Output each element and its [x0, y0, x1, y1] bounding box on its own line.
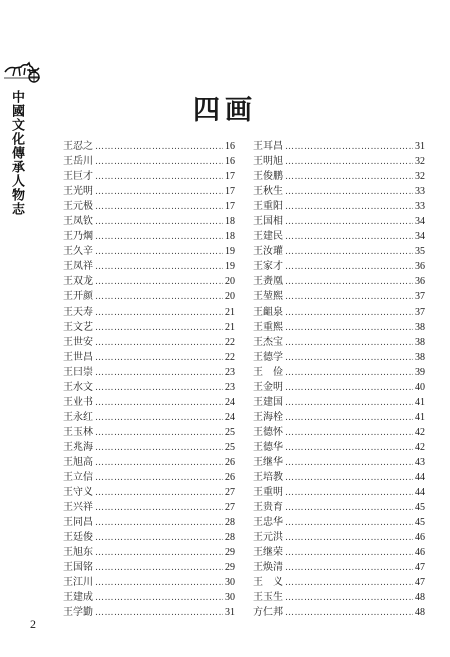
toc-leader-dots — [285, 155, 413, 170]
toc-entry — [63, 365, 235, 380]
toc-leader-dots — [95, 185, 223, 200]
toc-entry-name: 王文艺 — [63, 321, 93, 333]
toc-entry-page: 24 — [225, 411, 235, 423]
toc-entry-page: 34 — [415, 216, 425, 228]
toc-entry — [253, 530, 425, 545]
toc-entry — [63, 289, 235, 304]
toc-entry-page: 26 — [225, 472, 235, 484]
toc-entry-name: 王培教 — [253, 472, 283, 484]
toc-leader-dots — [95, 275, 223, 290]
toc-entry — [63, 154, 235, 169]
toc-entry-name: 王天寿 — [63, 306, 93, 318]
toc-entry — [253, 380, 425, 395]
toc-entry-page: 45 — [415, 517, 425, 529]
toc-entry-name: 王家才 — [253, 261, 283, 273]
toc-entry-page: 38 — [415, 336, 425, 348]
toc-entry-page: 32 — [415, 156, 425, 168]
toc-entry — [63, 545, 235, 560]
toc-entry-name: 王秋生 — [253, 186, 283, 198]
toc-entry-name: 王兴祥 — [63, 502, 93, 514]
toc-entry — [253, 605, 425, 620]
toc-leader-dots — [95, 501, 223, 516]
toc-entry-page: 23 — [225, 366, 235, 378]
toc-entry-page: 38 — [415, 351, 425, 363]
toc-entry-page: 31 — [225, 607, 235, 619]
toc-leader-dots — [95, 471, 223, 486]
toc-entry-page: 37 — [415, 306, 425, 318]
toc-entry — [63, 575, 235, 590]
toc-entry-page: 39 — [415, 366, 425, 378]
toc-entry-page: 36 — [415, 276, 425, 288]
toc-entry — [63, 320, 235, 335]
toc-entry-page: 40 — [415, 381, 425, 393]
toc-leader-dots — [95, 546, 223, 561]
toc-entry-page: 28 — [225, 532, 235, 544]
toc-entry-page: 22 — [225, 351, 235, 363]
toc-entry-page: 29 — [225, 562, 235, 574]
toc-entry-page: 43 — [415, 456, 425, 468]
toc-entry-page: 33 — [415, 186, 425, 198]
toc-entry-name: 王国铭 — [63, 562, 93, 574]
toc-leader-dots — [285, 456, 413, 471]
toc-entry — [253, 214, 425, 229]
toc-entry — [63, 199, 235, 214]
toc-entry-name: 王德怀 — [253, 426, 283, 438]
toc-entry-name: 王明旭 — [253, 156, 283, 168]
toc-entry-name: 王双龙 — [63, 276, 93, 288]
toc-entry — [63, 515, 235, 530]
toc-leader-dots — [95, 215, 223, 230]
toc-leader-dots — [95, 140, 223, 155]
toc-entry — [253, 154, 425, 169]
toc-entry-name: 王杰宝 — [253, 336, 283, 348]
toc-entry-page: 46 — [415, 547, 425, 559]
toc-leader-dots — [285, 321, 413, 336]
toc-leader-dots — [285, 576, 413, 591]
toc-entry — [63, 380, 235, 395]
toc-leader-dots — [95, 486, 223, 501]
toc-entry — [253, 320, 425, 335]
toc-entry-name: 王海栓 — [253, 411, 283, 423]
toc-entry-page: 21 — [225, 306, 235, 318]
toc-entry — [63, 440, 235, 455]
toc-entry — [253, 545, 425, 560]
toc-entry-name: 王齟泉 — [253, 306, 283, 318]
toc-entry-page: 17 — [225, 186, 235, 198]
toc-leader-dots — [95, 576, 223, 591]
toc-entry-name: 王江川 — [63, 577, 93, 589]
toc-entry-name: 王德华 — [253, 441, 283, 453]
toc-entry-page: 27 — [225, 502, 235, 514]
book-sidebar — [0, 58, 44, 228]
toc-entry — [253, 425, 425, 440]
toc-entry — [63, 229, 235, 244]
toc-entry-name: 王世安 — [63, 336, 93, 348]
toc-entry — [63, 335, 235, 350]
toc-entry — [253, 335, 425, 350]
toc-entry-page: 29 — [225, 547, 235, 559]
toc-entry-page: 20 — [225, 276, 235, 288]
toc-left-column — [63, 139, 235, 621]
toc-entry — [63, 530, 235, 545]
toc-entry-page: 42 — [415, 441, 425, 453]
toc-leader-dots — [95, 531, 223, 546]
toc-leader-dots — [95, 456, 223, 471]
toc-leader-dots — [95, 170, 223, 185]
toc-entry — [253, 410, 425, 425]
toc-leader-dots — [285, 441, 413, 456]
toc-entry-name: 王守义 — [63, 487, 93, 499]
toc-leader-dots — [285, 290, 413, 305]
toc-entry-name: 王廷俊 — [63, 532, 93, 544]
toc-entry — [63, 244, 235, 259]
toc-entry-name: 王岳川 — [63, 156, 93, 168]
toc-entry — [253, 139, 425, 154]
toc-entry-name: 王元极 — [63, 201, 93, 213]
toc-entry-name: 王同昌 — [63, 517, 93, 529]
toc-entry-page: 21 — [225, 321, 235, 333]
page-number: 2 — [30, 617, 36, 631]
toc-entry-page: 33 — [415, 201, 425, 213]
toc-leader-dots — [95, 366, 223, 381]
toc-entry-name: 王旭高 — [63, 456, 93, 468]
toc-entry-name: 王金明 — [253, 381, 283, 393]
toc-entry-name: 王德学 — [253, 351, 283, 363]
toc-entry-name: 王重阳 — [253, 201, 283, 213]
toc-leader-dots — [95, 321, 223, 336]
toc-leader-dots — [95, 561, 223, 576]
toc-entry — [63, 259, 235, 274]
toc-entry — [63, 350, 235, 365]
toc-entry-name: 王玉生 — [253, 592, 283, 604]
toc-leader-dots — [95, 381, 223, 396]
toc-entry-name: 王建国 — [253, 396, 283, 408]
toc-entry-name: 王 俭 — [253, 366, 283, 378]
toc-entry-page: 46 — [415, 532, 425, 544]
toc-leader-dots — [95, 306, 223, 321]
toc-entry-page: 45 — [415, 502, 425, 514]
toc-entry-page: 37 — [415, 291, 425, 303]
toc-entry-page: 48 — [415, 607, 425, 619]
toc-entry — [253, 575, 425, 590]
toc-leader-dots — [285, 306, 413, 321]
toc-entry — [63, 605, 235, 620]
toc-entry — [63, 560, 235, 575]
toc-entry-page: 18 — [225, 231, 235, 243]
toc-entry — [63, 485, 235, 500]
toc-entry-page: 42 — [415, 426, 425, 438]
toc-entry-name: 王汝瓘 — [253, 246, 283, 258]
toc-entry-name: 王耳昌 — [253, 141, 283, 152]
toc-entry-name: 王曰崇 — [63, 366, 93, 378]
toc-leader-dots — [95, 245, 223, 260]
toc-entry-name: 王久辛 — [63, 246, 93, 258]
toc-entry-name: 王堃熙 — [253, 291, 283, 303]
toc-leader-dots — [95, 230, 223, 245]
toc-leader-dots — [95, 396, 223, 411]
toc-entry — [253, 395, 425, 410]
toc-entry-name: 王重明 — [253, 487, 283, 499]
toc-leader-dots — [285, 215, 413, 230]
toc-entry-page: 35 — [415, 246, 425, 258]
toc-entry-name: 王水文 — [63, 381, 93, 393]
toc-leader-dots — [95, 516, 223, 531]
toc-entry-name: 王巨才 — [63, 171, 93, 183]
toc-leader-dots — [285, 200, 413, 215]
toc-entry-page: 23 — [225, 381, 235, 393]
toc-entry-name: 王国相 — [253, 216, 283, 228]
toc-entry — [253, 274, 425, 289]
toc-entry-name: 王业书 — [63, 396, 93, 408]
toc-entry-name: 王忍之 — [63, 141, 93, 152]
toc-leader-dots — [285, 230, 413, 245]
toc-entry — [253, 289, 425, 304]
toc-leader-dots — [285, 561, 413, 576]
toc-entry-page: 44 — [415, 487, 425, 499]
toc-entry — [253, 470, 425, 485]
toc-entry-page: 38 — [415, 321, 425, 333]
toc-entry-page: 47 — [415, 562, 425, 574]
toc-entry — [253, 229, 425, 244]
toc-entry — [253, 305, 425, 320]
toc-entry-name: 王建民 — [253, 231, 283, 243]
toc-entry — [253, 244, 425, 259]
toc-leader-dots — [285, 486, 413, 501]
toc-entry — [253, 500, 425, 515]
toc-entry-page: 28 — [225, 517, 235, 529]
toc-leader-dots — [285, 471, 413, 486]
toc-entry-name: 王建成 — [63, 592, 93, 604]
toc-entry-name: 王凤祥 — [63, 261, 93, 273]
toc-entry-page: 17 — [225, 171, 235, 183]
toc-leader-dots — [95, 441, 223, 456]
toc-entry-name: 王兆海 — [63, 441, 93, 453]
toc-entry-name: 王继荣 — [253, 547, 283, 559]
toc-entry — [63, 139, 235, 154]
toc-leader-dots — [285, 366, 413, 381]
toc-entry-page: 30 — [225, 577, 235, 589]
toc-entry-page: 47 — [415, 577, 425, 589]
toc-entry-name: 王世昌 — [63, 351, 93, 363]
toc-leader-dots — [95, 426, 223, 441]
toc-entry-name: 王忠华 — [253, 517, 283, 529]
toc-leader-dots — [95, 290, 223, 305]
toc-leader-dots — [285, 381, 413, 396]
toc-leader-dots — [285, 546, 413, 561]
section-heading: 四画 — [193, 95, 257, 126]
toc-entry-page: 26 — [225, 456, 235, 468]
toc-entry — [63, 425, 235, 440]
toc-leader-dots — [285, 531, 413, 546]
toc-entry-page: 27 — [225, 487, 235, 499]
toc-leader-dots — [285, 606, 413, 621]
toc-leader-dots — [95, 411, 223, 426]
toc-leader-dots — [95, 336, 223, 351]
toc-leader-dots — [285, 260, 413, 275]
toc-entry — [253, 350, 425, 365]
toc-entry-name: 王乃焵 — [63, 231, 93, 243]
toc-entry — [63, 395, 235, 410]
toc-entry — [253, 199, 425, 214]
toc-entry-page: 16 — [225, 156, 235, 168]
toc-entry-name: 王开颜 — [63, 291, 93, 303]
toc-entry — [253, 590, 425, 605]
toc-entry-name: 王学勤 — [63, 607, 93, 619]
toc-entry — [253, 259, 425, 274]
toc-entry-name: 方仁邦 — [253, 607, 283, 619]
toc-entry-page: 18 — [225, 216, 235, 228]
toc-entry-page: 24 — [225, 396, 235, 408]
toc-leader-dots — [285, 396, 413, 411]
toc-leader-dots — [95, 351, 223, 366]
toc-leader-dots — [285, 245, 413, 260]
toc-leader-dots — [285, 185, 413, 200]
toc-entry-name: 王元洪 — [253, 532, 283, 544]
toc-entry-name: 王旭东 — [63, 547, 93, 559]
toc-entry-name: 王凤钦 — [63, 216, 93, 228]
toc-entry-name: 王贵育 — [253, 502, 283, 514]
toc-entry — [63, 214, 235, 229]
toc-entry-page: 36 — [415, 261, 425, 273]
toc-entry-page: 31 — [415, 141, 425, 152]
book-series-title: 中國文化傳承人物志 — [9, 90, 24, 216]
toc-leader-dots — [95, 591, 223, 606]
toc-entry-name: 王焕清 — [253, 562, 283, 574]
toc-leader-dots — [285, 501, 413, 516]
toc-entry-page: 19 — [225, 261, 235, 273]
toc-leader-dots — [95, 606, 223, 621]
toc-entry-page: 17 — [225, 201, 235, 213]
toc-entry — [253, 169, 425, 184]
toc-entry-name: 王赉凰 — [253, 276, 283, 288]
toc-entry — [253, 184, 425, 199]
toc-entry — [253, 365, 425, 380]
toc-leader-dots — [285, 411, 413, 426]
toc-entry-page: 41 — [415, 396, 425, 408]
toc-entry — [63, 410, 235, 425]
toc-entry — [63, 470, 235, 485]
toc-entry — [63, 169, 235, 184]
toc-entry-page: 32 — [415, 171, 425, 183]
toc-entry-page: 20 — [225, 291, 235, 303]
toc-leader-dots — [285, 336, 413, 351]
toc-entry-page: 34 — [415, 231, 425, 243]
toc-entry — [253, 560, 425, 575]
toc-entry — [253, 515, 425, 530]
toc-entry — [63, 590, 235, 605]
toc-entry — [253, 440, 425, 455]
toc-leader-dots — [285, 591, 413, 606]
toc-leader-dots — [95, 260, 223, 275]
toc-entry — [63, 305, 235, 320]
toc-entry — [253, 485, 425, 500]
toc-entry-page: 41 — [415, 411, 425, 423]
toc-entry-name: 王光明 — [63, 186, 93, 198]
toc-entry-name: 王永红 — [63, 411, 93, 423]
toc-entry-page: 19 — [225, 246, 235, 258]
toc-entry-name: 王玉林 — [63, 426, 93, 438]
toc-entry — [253, 455, 425, 470]
toc-entry-page: 48 — [415, 592, 425, 604]
toc-entry — [63, 274, 235, 289]
toc-leader-dots — [95, 200, 223, 215]
toc-leader-dots — [285, 275, 413, 290]
toc-right-column — [253, 139, 425, 621]
toc-entry-page: 16 — [225, 141, 235, 152]
toc-leader-dots — [95, 155, 223, 170]
toc-leader-dots — [285, 140, 413, 155]
toc-entry-page: 25 — [225, 441, 235, 453]
toc-entry-name: 王继华 — [253, 456, 283, 468]
toc-entry-page: 25 — [225, 426, 235, 438]
toc-entry-name: 王 义 — [253, 577, 283, 589]
horse-chariot-icon — [3, 58, 41, 84]
toc-leader-dots — [285, 170, 413, 185]
toc-entry-page: 30 — [225, 592, 235, 604]
toc-entry — [63, 184, 235, 199]
toc-entry-page: 44 — [415, 472, 425, 484]
toc-entry-name: 王立信 — [63, 472, 93, 484]
toc-leader-dots — [285, 516, 413, 531]
toc-entry — [63, 455, 235, 470]
toc-leader-dots — [285, 426, 413, 441]
toc-entry-page: 22 — [225, 336, 235, 348]
toc-entry-name: 王重熙 — [253, 321, 283, 333]
toc-entry-name: 王俊鹏 — [253, 171, 283, 183]
toc-entry — [63, 500, 235, 515]
toc-leader-dots — [285, 351, 413, 366]
